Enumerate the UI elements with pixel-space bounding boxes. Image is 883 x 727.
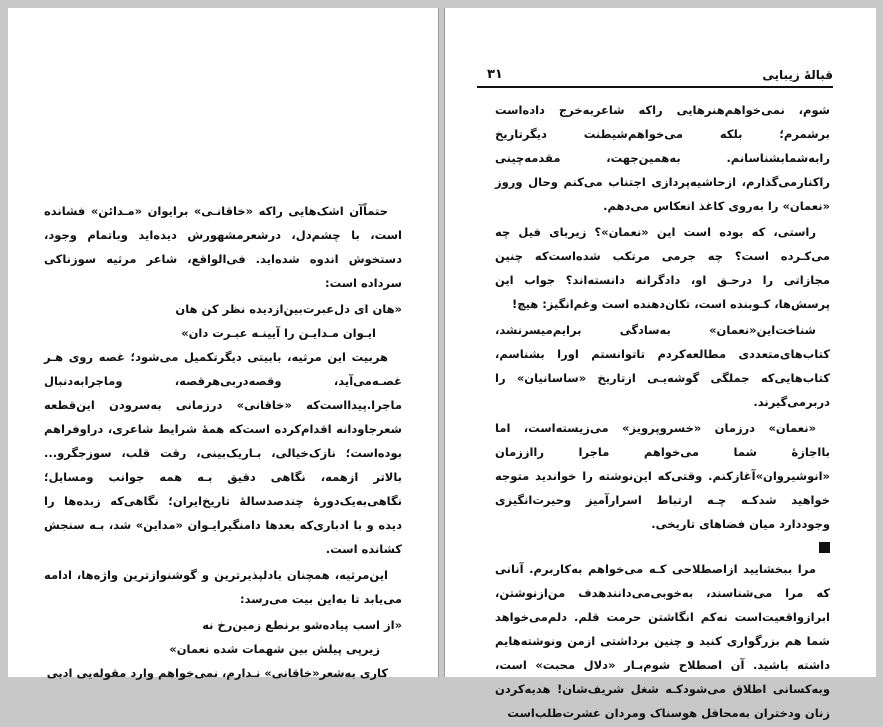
header-title: قبالهٔ زیبایی (762, 68, 833, 82)
right-page (444, 8, 876, 720)
verse-line: ایـوان مـدایـن را آیینـه عبـرت دان» (181, 326, 376, 340)
page-number: ۳۱ (487, 67, 503, 82)
paragraph: هربیت این مرثیه، بابیتی دیگرتکمیل می‌شود؛ غصه روی هـر غصـه‌می‌آید، وقصه‌دربی‌هرقصه، وماجرابه‌دنبال ماجرا.پیدااست‌که «خاقانی» درزمانی به‌سرودن این‌قطعه شعرجاودانه اقدام‌کرده است‌که همهٔ شرایط شاعری، درا‌وفراهم بوده‌است؛ نازک‌خیالی، بـاریک‌بینی، رقت قلب، سوزجگرو... بالاتر ازهمه، نگاهی دقیق بـه همه جوانب ومسایل؛ نگاهی‌به‌یک‌دورهٔ چندصدسالهٔ تاریخ‌ایران؛ نگاهی‌که زبده‌ها را دیده و با ادباری‌که بعدها دامنگیرایـوان «مداین» شد، بـه سنجش کشانده است. (44, 350, 402, 556)
paragraph: این‌مرثیه، همچنان بادلپذیرترین و گوشنوازترین واژه‌ها، ادامه می‌یابد تا به‌این بیت می‌رسد: (44, 568, 402, 606)
paragraph: شناخت‌این«نعمان» به‌سادگی برایم‌میسرنشد، کتاب‌های‌متعددی مطالعه‌کردم تاتوانستم اورا بشناسم، کتاب‌هایی‌که جملگی گوشه‌یـی ازتاریخ «ساسانیان» را دربرمی‌گیرند. (495, 323, 830, 409)
paragraph: «نعمان» درزمان «خسروپرویز» می‌زیسته‌است، اما بااجازهٔ شما می‌خواهم ماجرا رااززمان «انوشیروان»آغازکنم. وقتی‌که این‌نوشته را خوانديد متوجه خواهيد شدکـه چـه ارتباط اسرارآميز وحيرت‌انگيزی وجوددارد ميان فضاهای تاريخی. (495, 421, 830, 531)
left-page-text (44, 199, 402, 687)
verse-line: «از اسب پیاده‌شو برنطع زمین‌رخ نه (202, 618, 402, 632)
section-marker-square (819, 542, 830, 553)
paragraph: مرا ببخشایید ازاصطلاحی کـه می‌خواهم به‌کاربرم. آنانی که مرا می‌شناسند، به‌خوبی‌می‌دانندهدف من‌ازنوشتن، ابرازواقعیت‌است نه‌کم انگاشتن حرمت قلم. دلم‌می‌خواهد شما هم بزرگواری کنید و چنین برداشتی ازمن ونوشته‌هایم داشته باشید. آن اصطلاح شوم‌بـار «دلال محبت» است، وبه‌کسانی اطلاق می‌شودکـه شغل شریف‌شان! هدیه‌کردن زنان ودختران به‌محافل هوسناک ومردان عشرت‌طلب‌است (495, 562, 830, 720)
running-header (477, 64, 833, 88)
right-page-text (495, 98, 830, 727)
paragraph: راستی، که بوده است این «نعمان»؟ زیربای فیل چه می‌کـرده است؟ چه جرمی مرتکب شده‌است‌که چنین مجازاتی را درحـق او، دادگرانه دانسته‌اند؟ جواب این پرسش‌ها، کـوبنده است، تکان‌دهنده است وغم‌انگیز: هیچ! (495, 225, 830, 311)
paragraph: کاری به‌شعر«خاقانی» نـدارم، نمی‌خواهم وارد مقوله‌یی ادبی (46, 666, 388, 680)
verse-line: «هان ای دل‌عبرت‌بین‌ازدیده نظر کن هان (175, 302, 402, 316)
paragraph: حتماًآن اشک‌هایی راکه «خاقانـی» برایوان «مـدائن» فشانده است، با چشم‌دل، درشعرمشهورش دیده‌اید وباتمام وجود، دستخوش اندوه شده‌اید. فی‌الواقع، شاعر مرثیه سوزناکی سرداده است: (44, 204, 402, 290)
paragraph: شوم، نمی‌خواهم‌هنرهایی راکه شاعربه‌خرج داده‌است برشمرم؛ بلکه می‌خواهم‌شیطنت دیگرتاریخ رابه‌شمابشناسانم. به‌همین‌جهت، مقدمه‌چینی راکنارمی‌گذارم، ازحاشیه‌پردازی اجتناب می‌کنم وحال وروز «نعمان» را به‌روی کاغذ انعکاس می‌دهم. (495, 103, 830, 213)
verse-line: زیرپی پیلش بین شهمات شده نعمان» (169, 642, 380, 656)
left-page (8, 8, 439, 680)
